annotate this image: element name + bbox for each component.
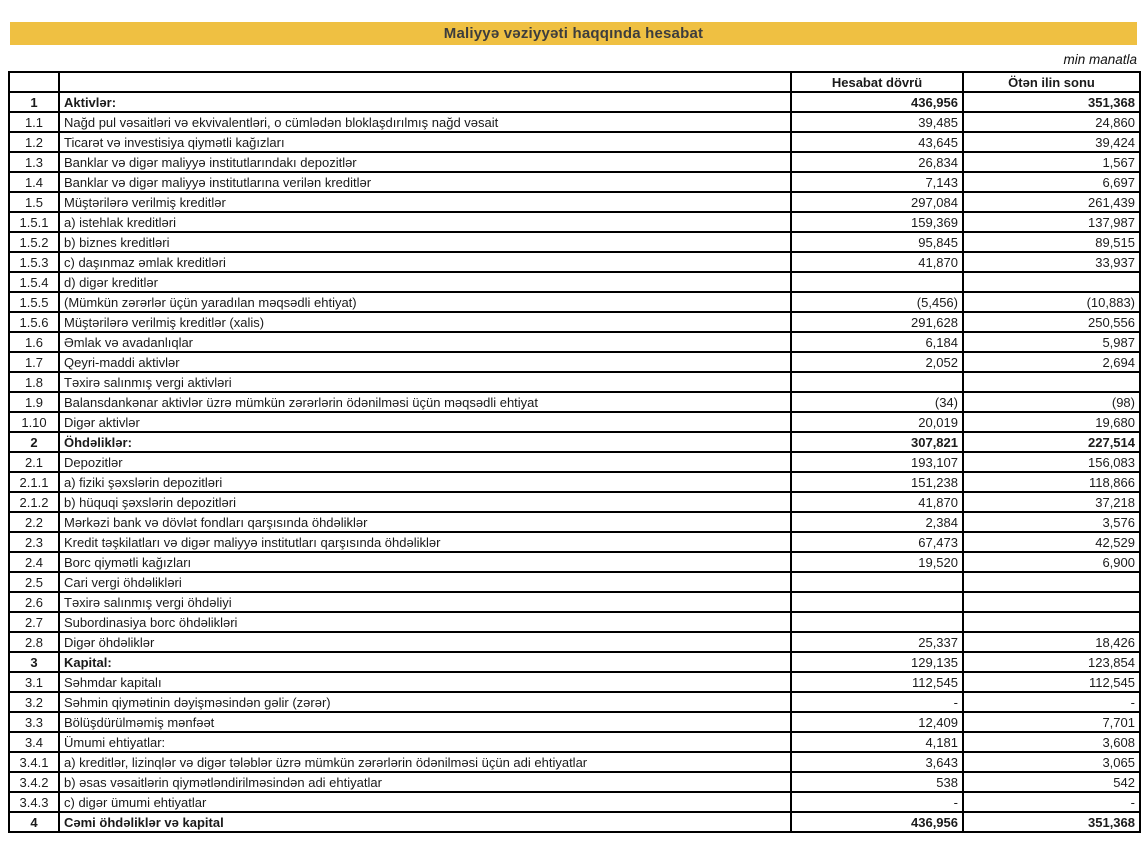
row-no: 3.4 [9, 732, 59, 752]
row-label: Səhmdar kapitalı [59, 672, 791, 692]
row-value-current: 151,238 [791, 472, 963, 492]
row-value-previous: 18,426 [963, 632, 1140, 652]
row-value-previous: 261,439 [963, 192, 1140, 212]
row-value-current: 436,956 [791, 812, 963, 832]
row-no: 1.5.3 [9, 252, 59, 272]
row-label: Ümumi ehtiyatlar: [59, 732, 791, 752]
row-no: 2.1.1 [9, 472, 59, 492]
row-value-current: 4,181 [791, 732, 963, 752]
row-no: 1.2 [9, 132, 59, 152]
row-no: 2.4 [9, 552, 59, 572]
row-value-current: (5,456) [791, 292, 963, 312]
row-no: 1 [9, 92, 59, 112]
row-no: 1.1 [9, 112, 59, 132]
table-row [9, 732, 1140, 752]
row-value-previous [963, 372, 1140, 392]
row-value-previous: 542 [963, 772, 1140, 792]
row-label: Aktivlər: [59, 92, 791, 112]
row-label: Balansdankənar aktivlər üzrə mümkün zərərlərin ödənilməsi üçün məqsədli ehtiyat [59, 392, 791, 412]
row-label: c) digər ümumi ehtiyatlar [59, 792, 791, 812]
row-value-previous: 6,900 [963, 552, 1140, 572]
report-table-header [9, 72, 1140, 92]
column-header-current-period: Hesabat dövrü [791, 72, 963, 92]
row-value-current [791, 612, 963, 632]
row-value-current: 95,845 [791, 232, 963, 252]
report-table-body [9, 92, 1140, 832]
table-row [9, 412, 1140, 432]
table-row [9, 252, 1140, 272]
row-label: b) əsas vəsaitlərin qiymətləndirilməsindən adi ehtiyatlar [59, 772, 791, 792]
row-value-current: 297,084 [791, 192, 963, 212]
row-no: 2.2 [9, 512, 59, 532]
row-value-previous [963, 272, 1140, 292]
row-value-current: 6,184 [791, 332, 963, 352]
table-row [9, 312, 1140, 332]
table-row [9, 672, 1140, 692]
row-no: 1.5.2 [9, 232, 59, 252]
row-label: Banklar və digər maliyyə institutlarındakı depozitlər [59, 152, 791, 172]
row-value-previous: (98) [963, 392, 1140, 412]
row-label: c) daşınmaz əmlak kreditləri [59, 252, 791, 272]
row-no: 1.5.1 [9, 212, 59, 232]
row-no: 1.10 [9, 412, 59, 432]
row-label: Əmlak və avadanlıqlar [59, 332, 791, 352]
row-no: 1.5.6 [9, 312, 59, 332]
row-value-current: 538 [791, 772, 963, 792]
table-row [9, 532, 1140, 552]
row-value-current: - [791, 792, 963, 812]
row-value-previous: 3,608 [963, 732, 1140, 752]
row-value-current: 3,643 [791, 752, 963, 772]
table-row [9, 192, 1140, 212]
table-row [9, 172, 1140, 192]
row-no: 3.4.2 [9, 772, 59, 792]
row-no: 2.6 [9, 592, 59, 612]
row-no: 3.4.3 [9, 792, 59, 812]
table-row [9, 232, 1140, 252]
row-value-previous: 37,218 [963, 492, 1140, 512]
row-value-previous: 351,368 [963, 92, 1140, 112]
row-label: Səhmin qiymətinin dəyişməsindən gəlir (zərər) [59, 692, 791, 712]
row-label: Kapital: [59, 652, 791, 672]
row-label: b) hüquqi şəxslərin depozitləri [59, 492, 791, 512]
header-spacer-label [59, 72, 791, 92]
row-no: 3 [9, 652, 59, 672]
table-row [9, 772, 1140, 792]
table-row [9, 492, 1140, 512]
table-row [9, 92, 1140, 112]
row-value-previous: 6,697 [963, 172, 1140, 192]
table-row [9, 592, 1140, 612]
table-row [9, 712, 1140, 732]
row-no: 2.1 [9, 452, 59, 472]
row-no: 3.3 [9, 712, 59, 732]
row-value-previous: 3,576 [963, 512, 1140, 532]
table-row [9, 792, 1140, 812]
row-no: 1.5.5 [9, 292, 59, 312]
row-label: Subordinasiya borc öhdəlikləri [59, 612, 791, 632]
row-value-previous: 42,529 [963, 532, 1140, 552]
row-no: 1.6 [9, 332, 59, 352]
table-row [9, 752, 1140, 772]
row-value-current: 19,520 [791, 552, 963, 572]
row-label: Öhdəliklər: [59, 432, 791, 452]
row-value-previous [963, 592, 1140, 612]
table-row [9, 112, 1140, 132]
table-row [9, 292, 1140, 312]
row-value-current: 12,409 [791, 712, 963, 732]
table-row [9, 332, 1140, 352]
row-value-previous: 1,567 [963, 152, 1140, 172]
row-label: Təxirə salınmış vergi öhdəliyi [59, 592, 791, 612]
row-value-previous: 112,545 [963, 672, 1140, 692]
row-value-current [791, 592, 963, 612]
report-title: Maliyyə vəziyyəti haqqında hesabat [443, 25, 704, 42]
row-value-previous: 250,556 [963, 312, 1140, 332]
row-value-previous: 19,680 [963, 412, 1140, 432]
row-value-current: 67,473 [791, 532, 963, 552]
row-label: Təxirə salınmış vergi aktivləri [59, 372, 791, 392]
row-label: Bölüşdürülməmiş mənfəət [59, 712, 791, 732]
row-value-previous: 2,694 [963, 352, 1140, 372]
row-value-current: - [791, 692, 963, 712]
table-row [9, 552, 1140, 572]
row-no: 1.8 [9, 372, 59, 392]
row-value-previous: 33,937 [963, 252, 1140, 272]
row-no: 2.1.2 [9, 492, 59, 512]
row-no: 1.3 [9, 152, 59, 172]
header-spacer-no [9, 72, 59, 92]
table-row [9, 272, 1140, 292]
table-row [9, 692, 1140, 712]
unit-note: min manatla [1063, 52, 1137, 67]
report-table [8, 71, 1141, 833]
row-label: a) kreditlər, lizinqlər və digər tələblər üzrə mümkün zərərlərin ödənilməsi üçün adi ehtiyatlar [59, 752, 791, 772]
row-value-previous: 137,987 [963, 212, 1140, 232]
row-value-current: 307,821 [791, 432, 963, 452]
row-value-current: 43,645 [791, 132, 963, 152]
row-value-current: 159,369 [791, 212, 963, 232]
row-value-current: 193,107 [791, 452, 963, 472]
row-no: 1.5 [9, 192, 59, 212]
row-label: Banklar və digər maliyyə institutlarına verilən kreditlər [59, 172, 791, 192]
row-label: Cəmi öhdəliklər və kapital [59, 812, 791, 832]
table-row [9, 392, 1140, 412]
table-row [9, 612, 1140, 632]
row-value-previous: 89,515 [963, 232, 1140, 252]
row-value-previous [963, 572, 1140, 592]
row-value-previous: 156,083 [963, 452, 1140, 472]
table-row [9, 352, 1140, 372]
row-no: 3.2 [9, 692, 59, 712]
row-label: Müştərilərə verilmiş kreditlər (xalis) [59, 312, 791, 332]
row-no: 1.9 [9, 392, 59, 412]
row-value-previous: 39,424 [963, 132, 1140, 152]
row-value-previous: (10,883) [963, 292, 1140, 312]
row-label: Depozitlər [59, 452, 791, 472]
row-label: (Mümkün zərərlər üçün yaradılan məqsədli ehtiyat) [59, 292, 791, 312]
row-no: 2 [9, 432, 59, 452]
row-value-previous: - [963, 692, 1140, 712]
row-value-current [791, 272, 963, 292]
report-banner [10, 22, 1137, 45]
row-value-previous: - [963, 792, 1140, 812]
row-value-current: 41,870 [791, 252, 963, 272]
row-label: a) fiziki şəxslərin depozitləri [59, 472, 791, 492]
row-no: 1.7 [9, 352, 59, 372]
row-label: a) istehlak kreditləri [59, 212, 791, 232]
row-no: 3.4.1 [9, 752, 59, 772]
row-label: b) biznes kreditləri [59, 232, 791, 252]
row-value-current: 291,628 [791, 312, 963, 332]
row-value-current: 2,052 [791, 352, 963, 372]
table-row [9, 372, 1140, 392]
row-no: 2.3 [9, 532, 59, 552]
row-label: Qeyri-maddi aktivlər [59, 352, 791, 372]
table-row [9, 132, 1140, 152]
row-value-previous [963, 612, 1140, 632]
row-value-previous: 3,065 [963, 752, 1140, 772]
table-row [9, 152, 1140, 172]
row-label: Digər aktivlər [59, 412, 791, 432]
row-value-current: 7,143 [791, 172, 963, 192]
table-row [9, 572, 1140, 592]
table-row [9, 432, 1140, 452]
row-no: 1.4 [9, 172, 59, 192]
table-row [9, 812, 1140, 832]
table-row [9, 512, 1140, 532]
row-no: 4 [9, 812, 59, 832]
row-value-current [791, 572, 963, 592]
table-row [9, 632, 1140, 652]
row-value-current: 112,545 [791, 672, 963, 692]
column-header-previous-year-end: Ötən ilin sonu [963, 72, 1140, 92]
row-value-current: 39,485 [791, 112, 963, 132]
row-value-current: 2,384 [791, 512, 963, 532]
row-value-previous: 118,866 [963, 472, 1140, 492]
row-value-previous: 5,987 [963, 332, 1140, 352]
table-row [9, 452, 1140, 472]
table-row [9, 472, 1140, 492]
row-no: 2.8 [9, 632, 59, 652]
row-value-previous: 7,701 [963, 712, 1140, 732]
row-label: Ticarət və investisiya qiymətli kağızları [59, 132, 791, 152]
row-value-current: 25,337 [791, 632, 963, 652]
row-value-previous: 227,514 [963, 432, 1140, 452]
row-label: Mərkəzi bank və dövlət fondları qarşısında öhdəliklər [59, 512, 791, 532]
row-value-current: 26,834 [791, 152, 963, 172]
row-no: 2.5 [9, 572, 59, 592]
row-value-previous: 351,368 [963, 812, 1140, 832]
row-value-current [791, 372, 963, 392]
row-label: Borc qiymətli kağızları [59, 552, 791, 572]
row-value-current: 436,956 [791, 92, 963, 112]
row-label: d) digər kreditlər [59, 272, 791, 292]
row-no: 2.7 [9, 612, 59, 632]
table-row [9, 212, 1140, 232]
row-label: Kredit təşkilatları və digər maliyyə institutları qarşısında öhdəliklər [59, 532, 791, 552]
header-row [9, 72, 1140, 92]
row-label: Müştərilərə verilmiş kreditlər [59, 192, 791, 212]
row-value-current: (34) [791, 392, 963, 412]
table-row [9, 652, 1140, 672]
row-label: Digər öhdəliklər [59, 632, 791, 652]
row-no: 1.5.4 [9, 272, 59, 292]
row-value-current: 41,870 [791, 492, 963, 512]
row-value-previous: 24,860 [963, 112, 1140, 132]
row-value-previous: 123,854 [963, 652, 1140, 672]
row-value-current: 129,135 [791, 652, 963, 672]
row-label: Cari vergi öhdəlikləri [59, 572, 791, 592]
row-no: 3.1 [9, 672, 59, 692]
row-value-current: 20,019 [791, 412, 963, 432]
row-label: Nağd pul vəsaitləri və ekvivalentləri, o cümlədən bloklaşdırılmış nağd vəsait [59, 112, 791, 132]
